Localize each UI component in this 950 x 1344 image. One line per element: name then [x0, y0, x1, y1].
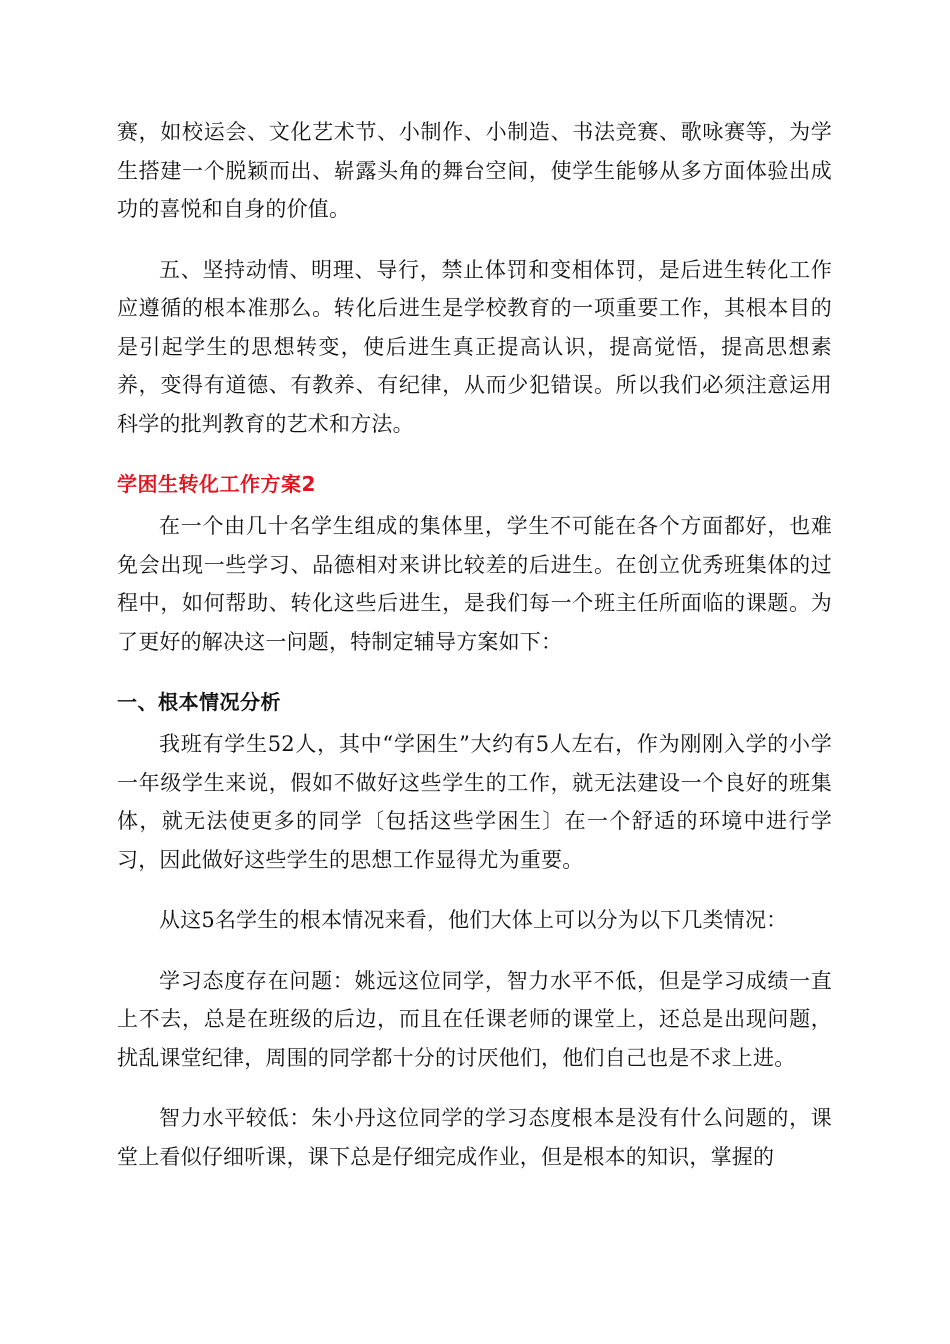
section-title: 学困生转化工作方案2 — [117, 472, 316, 496]
paragraph-introduction: 在一个由几十名学生组成的集体里，学生不可能在各个方面都好，也难免会出现一些学习、品德相对来讲比较差的后进生。在创立优秀班集体的过程中，如何帮助、转化这些后进生，是我们每一个班主任所面临的课题。为了更好的解决这一问题，特制定辅导方案如下： — [117, 514, 832, 654]
paragraph-point-five: 五、坚持动情、明理、导行，禁止体罚和变相体罚，是后进生转化工作应遵循的根本准那么。转化后进生是学校教育的一项重要工作，其根本目的是引起学生的思想转变，使后进生真正提高认识，提高觉悟，提高思想素养，变得有道德、有教养、有纪律，从而少犯错误。所以我们必须注意运用科学的批判教育的艺术和方法。 — [117, 257, 832, 436]
paragraph-attitude-problem: 学习态度存在问题：姚远这位同学，智力水平不低，但是学习成绩一直上不去，总是在班级的后边，而且在任课老师的课堂上，还总是出现问题，扰乱课堂纪律，周围的同学都十分的讨厌他们，他们自己也是不求上进。 — [117, 968, 832, 1070]
subheading-basic-analysis: 一、根本情况分析 — [117, 690, 281, 714]
paragraph-class-overview: 我班有学生52人，其中“学困生”大约有5人左右，作为刚刚入学的小学一年级学生来说，假如不做好这些学生的工作，就无法建设一个良好的班集体，就无法使更多的同学〔包括这些学困生〕在一个舒适的环境中进行学习，因此做好这些学生的思想工作显得尤为重要。 — [117, 732, 832, 872]
paragraph-low-ability: 智力水平较低：朱小丹这位同学的学习态度根本是没有什么问题的，课堂上看似仔细听课，课下总是仔细完成作业，但是根本的知识，掌握的 — [117, 1106, 832, 1169]
paragraph-categories-intro: 从这5名学生的根本情况来看，他们大体上可以分为以下几类情况： — [159, 908, 788, 932]
paragraph-continuation: 赛，如校运会、文化艺术节、小制作、小制造、书法竞赛、歌咏赛等，为学生搭建一个脱颖而出、崭露头角的舞台空间，使学生能够从多方面体验出成功的喜悦和自身的价值。 — [117, 120, 832, 221]
